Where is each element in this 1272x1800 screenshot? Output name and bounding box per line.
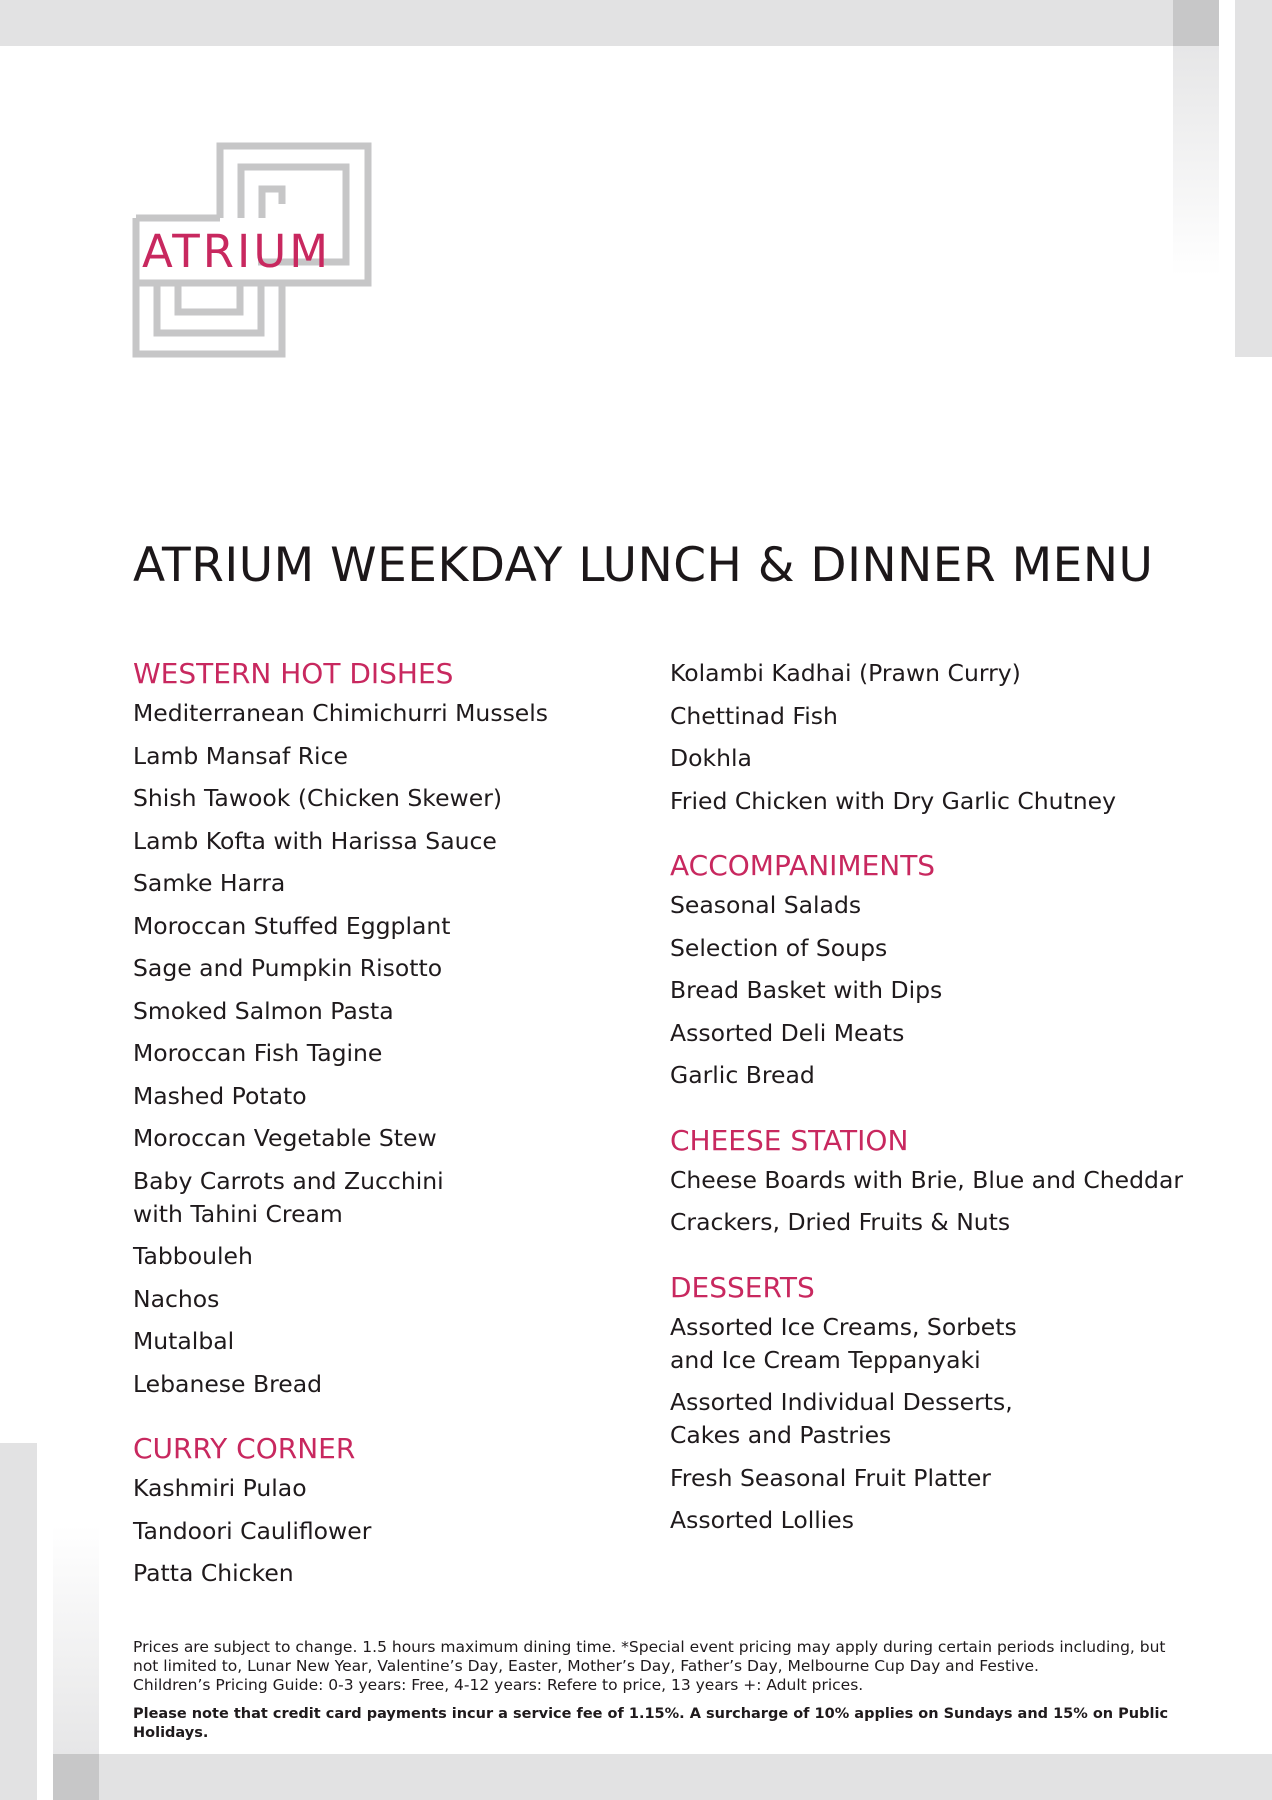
frame-bar-right	[1235, 0, 1272, 357]
page-title: ATRIUM WEEKDAY LUNCH & DINNER MENU	[133, 538, 1154, 593]
menu-item: Chettinad Fish	[670, 701, 838, 730]
fine-print-pricing: Prices are subject to change. 1.5 hours maximum dining time. *Special event pricing may apply during certain periods including, but not limited to, Lunar New Year, Valentine’s Day, Easter, Mother’s Day, Father’s Day, Melbourne Cup Day and Festive.	[133, 1638, 1166, 1675]
menu-item: Lamb Mansaf Rice	[133, 741, 348, 770]
frame-fade-left	[53, 1525, 99, 1755]
frame-bar-left	[0, 1443, 37, 1800]
menu-item: Fresh Seasonal Fruit Platter	[670, 1463, 991, 1492]
menu-item: Crackers, Dried Fruits & Nuts	[670, 1208, 1011, 1236]
frame-corner-top-right	[1173, 0, 1219, 46]
menu-item: Samke Harra	[133, 869, 286, 897]
menu-item: Nachos	[133, 1284, 220, 1313]
atrium-logo	[132, 142, 372, 358]
section-heading: WESTERN HOT DISHES	[133, 657, 454, 690]
menu-item: Kolambi Kadhai (Prawn Curry)	[670, 659, 1021, 687]
section-curry-corner	[133, 1432, 653, 1590]
frame-fade-right	[1173, 46, 1219, 276]
section-cheese-station	[670, 1124, 1230, 1240]
menu-item: Baby Carrots and Zucchini with Tahini Cream	[133, 1166, 444, 1228]
menu-column-left	[133, 657, 653, 1600]
menu-item: Moroccan Fish Tagine	[133, 1039, 383, 1067]
menu-item: Kashmiri Pulao	[133, 1474, 307, 1502]
menu-item: Mutalbal	[133, 1327, 235, 1355]
menu-item: Assorted Lollies	[670, 1506, 855, 1534]
menu-item: Tabbouleh	[133, 1242, 253, 1270]
menu-item: Mediterranean Chimichurri Mussels	[133, 699, 549, 727]
menu-item: Moroccan Stuffed Eggplant	[133, 911, 451, 940]
section-desserts	[670, 1271, 1230, 1538]
curry-corner-continued	[670, 657, 1230, 818]
menu-item: Tandoori Cauliflower	[133, 1516, 372, 1545]
menu-item: Dokhla	[670, 744, 752, 772]
menu-column-right	[670, 657, 1230, 1547]
menu-item: Lamb Kofta with Harissa Sauce	[133, 826, 497, 855]
section-heading: DESSERTS	[670, 1270, 815, 1304]
logo-text: ATRIUM	[142, 225, 332, 278]
menu-item: Patta Chicken	[133, 1559, 294, 1587]
menu-item: Assorted Ice Creams, Sorbets and Ice Cream Teppanyaki	[670, 1312, 1017, 1374]
menu-item: Selection of Soups	[670, 933, 888, 962]
menu-item: Garlic Bread	[670, 1061, 815, 1089]
menu-item: Sage and Pumpkin Risotto	[133, 954, 443, 982]
menu-item: Mashed Potato	[133, 1081, 307, 1110]
menu-item: Assorted Deli Meats	[670, 1018, 905, 1047]
menu-item: Fried Chicken with Dry Garlic Chutney	[670, 786, 1117, 815]
fine-print-surcharge: Please note that credit card payments incur a service fee of 1.15%. A surcharge of 10% applies on Sundays and 15% on Public Holidays.	[133, 1706, 1169, 1741]
section-heading: CURRY CORNER	[133, 1432, 356, 1465]
menu-item: Moroccan Vegetable Stew	[133, 1124, 437, 1152]
menu-item: Seasonal Salads	[670, 891, 862, 919]
menu-item: Lebanese Bread	[133, 1369, 323, 1398]
section-accompaniments	[670, 849, 1230, 1092]
menu-item: Assorted Individual Desserts, Cakes and Pastries	[670, 1388, 1013, 1449]
menu-item: Smoked Salmon Pasta	[133, 996, 394, 1025]
fine-print-children: Children’s Pricing Guide: 0-3 years: Free, 4-12 years: Refere to price, 13 years +: Adult prices.	[133, 1676, 864, 1694]
frame-bar-top	[0, 0, 1219, 46]
menu-item: Bread Basket with Dips	[670, 976, 943, 1004]
frame-bar-bottom	[53, 1754, 1272, 1800]
menu-item: Shish Tawook (Chicken Skewer)	[133, 784, 503, 812]
section-heading: CHEESE STATION	[670, 1123, 909, 1157]
section-western-hot-dishes	[133, 657, 653, 1401]
fine-print	[133, 1638, 1193, 1743]
frame-corner-bottom-left	[53, 1754, 99, 1800]
menu-item: Cheese Boards with Brie, Blue and Cheddar	[670, 1165, 1184, 1194]
section-heading: ACCOMPANIMENTS	[670, 849, 936, 882]
